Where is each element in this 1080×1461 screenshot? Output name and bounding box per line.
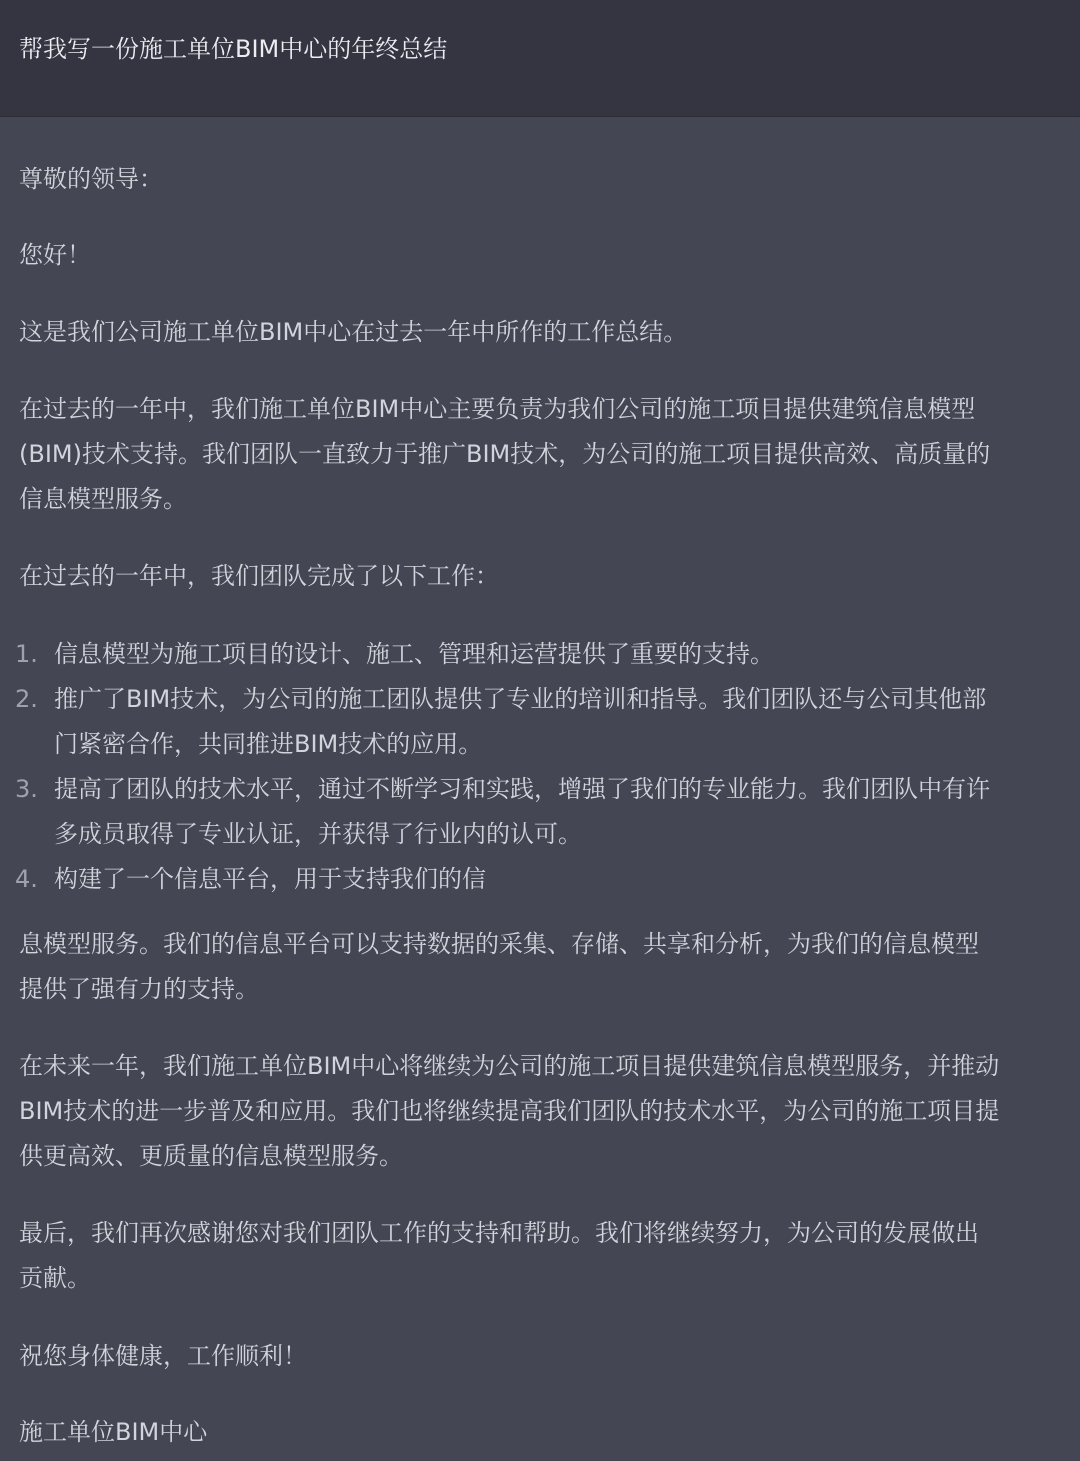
intro-paragraph: 这是我们公司施工单位BIM中心在过去一年中所作的工作总结。 [19, 318, 688, 346]
list-intro: 在过去的一年中，我们团队完成了以下工作： [19, 562, 499, 590]
greeting-line: 尊敬的领导： [19, 165, 163, 193]
list-number: 2. [15, 685, 38, 713]
list-number: 3. [15, 775, 38, 803]
signature-line: 施工单位BIM中心 [19, 1418, 208, 1446]
paragraph-line: 信息模型服务。 [19, 485, 187, 513]
user-prompt-bar [0, 0, 1080, 117]
assistant-response [0, 117, 1080, 1461]
list-item-text: 构建了一个信息平台，用于支持我们的信 [54, 865, 486, 893]
paragraph-line: 息模型服务。我们的信息平台可以支持数据的采集、存储、共享和分析，为我们的信息模型 [19, 930, 979, 958]
closing-line: 祝您身体健康，工作顺利！ [19, 1342, 307, 1370]
paragraph-line: (BIM)技术支持。我们团队一直致力于推广BIM技术，为公司的施工项目提供高效、高质量的 [19, 440, 991, 468]
user-prompt-text: 帮我写一份施工单位BIM中心的年终总结 [19, 35, 448, 63]
list-number: 4. [15, 865, 38, 893]
list-item-text: 信息模型为施工项目的设计、施工、管理和运营提供了重要的支持。 [54, 640, 774, 668]
list-item-text: 多成员取得了专业认证，并获得了行业内的认可。 [54, 820, 582, 848]
paragraph-line: 最后，我们再次感谢您对我们团队工作的支持和帮助。我们将继续努力，为公司的发展做出 [19, 1219, 979, 1247]
list-item-text: 提高了团队的技术水平，通过不断学习和实践，增强了我们的专业能力。我们团队中有许 [54, 775, 990, 803]
list-item-text: 推广了BIM技术，为公司的施工团队提供了专业的培训和指导。我们团队还与公司其他部 [54, 685, 987, 713]
paragraph-line: 贡献。 [19, 1264, 91, 1292]
paragraph-line: 提供了强有力的支持。 [19, 975, 259, 1003]
paragraph-line: 在未来一年，我们施工单位BIM中心将继续为公司的施工项目提供建筑信息模型服务，并推动 [19, 1052, 1000, 1080]
list-item-text: 门紧密合作，共同推进BIM技术的应用。 [54, 730, 483, 758]
paragraph-line: 在过去的一年中，我们施工单位BIM中心主要负责为我们公司的施工项目提供建筑信息模型 [19, 395, 976, 423]
paragraph-line: 供更高效、更质量的信息模型服务。 [19, 1142, 403, 1170]
paragraph-line: BIM技术的进一步普及和应用。我们也将继续提高我们团队的技术水平，为公司的施工项目提 [19, 1097, 1000, 1125]
list-number: 1. [15, 640, 38, 668]
hello-line: 您好！ [19, 241, 91, 269]
